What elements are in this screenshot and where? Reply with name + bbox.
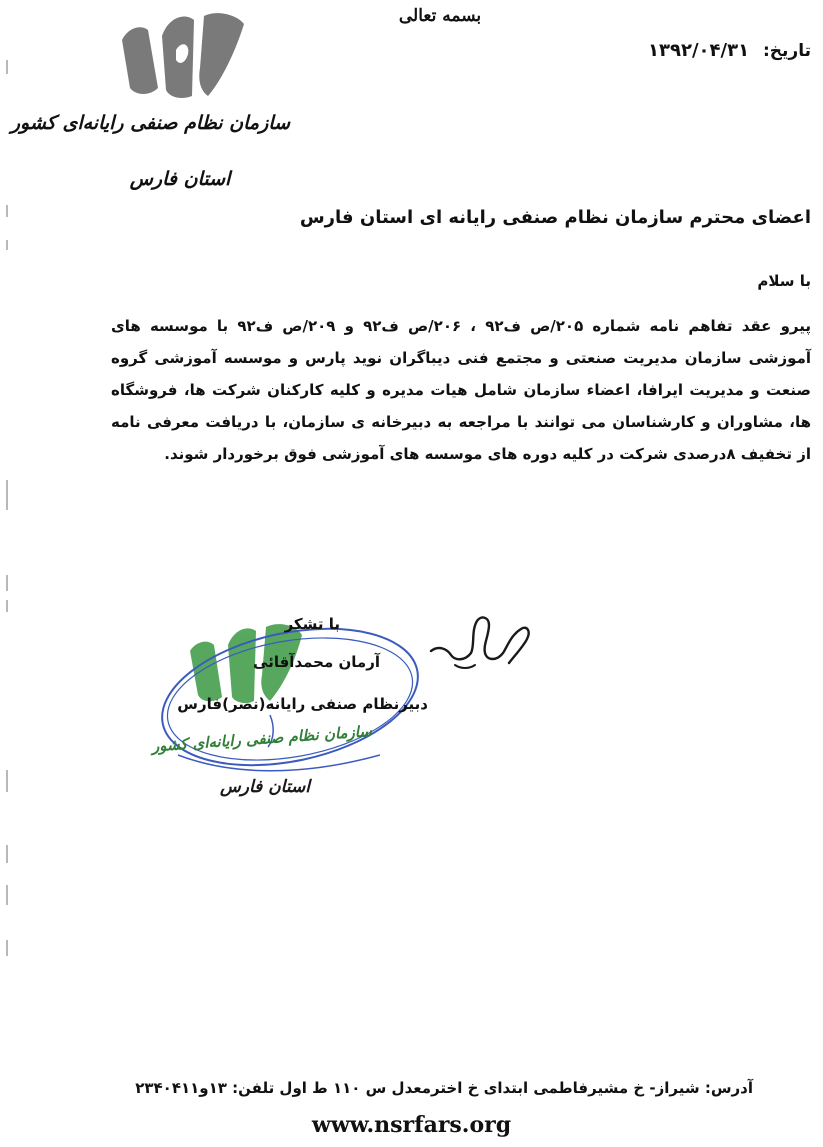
- signature-thanks: با تشکر: [284, 615, 340, 633]
- date-label: تاریخ:: [763, 41, 811, 61]
- nsr-logo-icon: [118, 10, 248, 102]
- handwritten-signature-icon: [425, 605, 535, 675]
- date-value: ۱۳۹۲/۰۴/۳۱: [648, 40, 750, 61]
- letter-recipient: اعضای محترم سازمان نظام صنفی رایانه ای استان فارس: [299, 207, 811, 228]
- organization-logo: [10, 10, 290, 200]
- logo-organization-name: سازمان نظام صنفی رایانه‌ای کشور: [10, 112, 290, 134]
- letter-date: [648, 40, 811, 61]
- footer-website-link[interactable]: www.nsrfars.org: [311, 1112, 512, 1138]
- footer-address: آدرس: شیراز- خ مشیرفاطمی ابتدای خ اخترمعدل س ۱۱۰ ط اول تلفن: ۱۳و۲۳۴۰۴۱۱: [135, 1079, 753, 1097]
- letter-greeting: با سلام: [757, 272, 811, 290]
- signatory-title: دبیرنظام صنفی رایانه(نصر)فارس: [177, 695, 428, 713]
- stamp-organization-name: سازمان نظام صنفی رایانه‌ای کشور: [151, 722, 373, 756]
- scan-margin-marks: [0, 0, 20, 1147]
- basmala-heading: بسمه تعالی: [398, 6, 482, 26]
- letter-body: پیرو عقد تفاهم نامه شماره ۲۰۵/ص ف۹۲ ، ۲۰۶/ص ف۹۲ و ۲۰۹/ص ف۹۲ با موسسه های آموزشی سازمان مدیریت صنعتی و مجتمع فنی دیباگران نوید پارس و موسسه آموزشی گروه صنعت و مدیریت ایرافا، اعضاء سازمان شامل هیات مدیره و کلیه کارکنان شرکت ها، فروشگاه ها، مشاوران و کارشناسان می توانند با مراجعه به دبیرخانه ی سازمان، با دریافت معرفی نامه از تخفیف ۸درصدی شرکت در کلیه دوره های موسسه های آموزشی فوق برخوردار شوند.: [111, 317, 812, 463]
- signatory-name: آرمان محمدآقائی: [253, 653, 380, 671]
- logo-province-name: استان فارس: [129, 168, 231, 190]
- stamp-province-name: استان فارس: [220, 777, 310, 797]
